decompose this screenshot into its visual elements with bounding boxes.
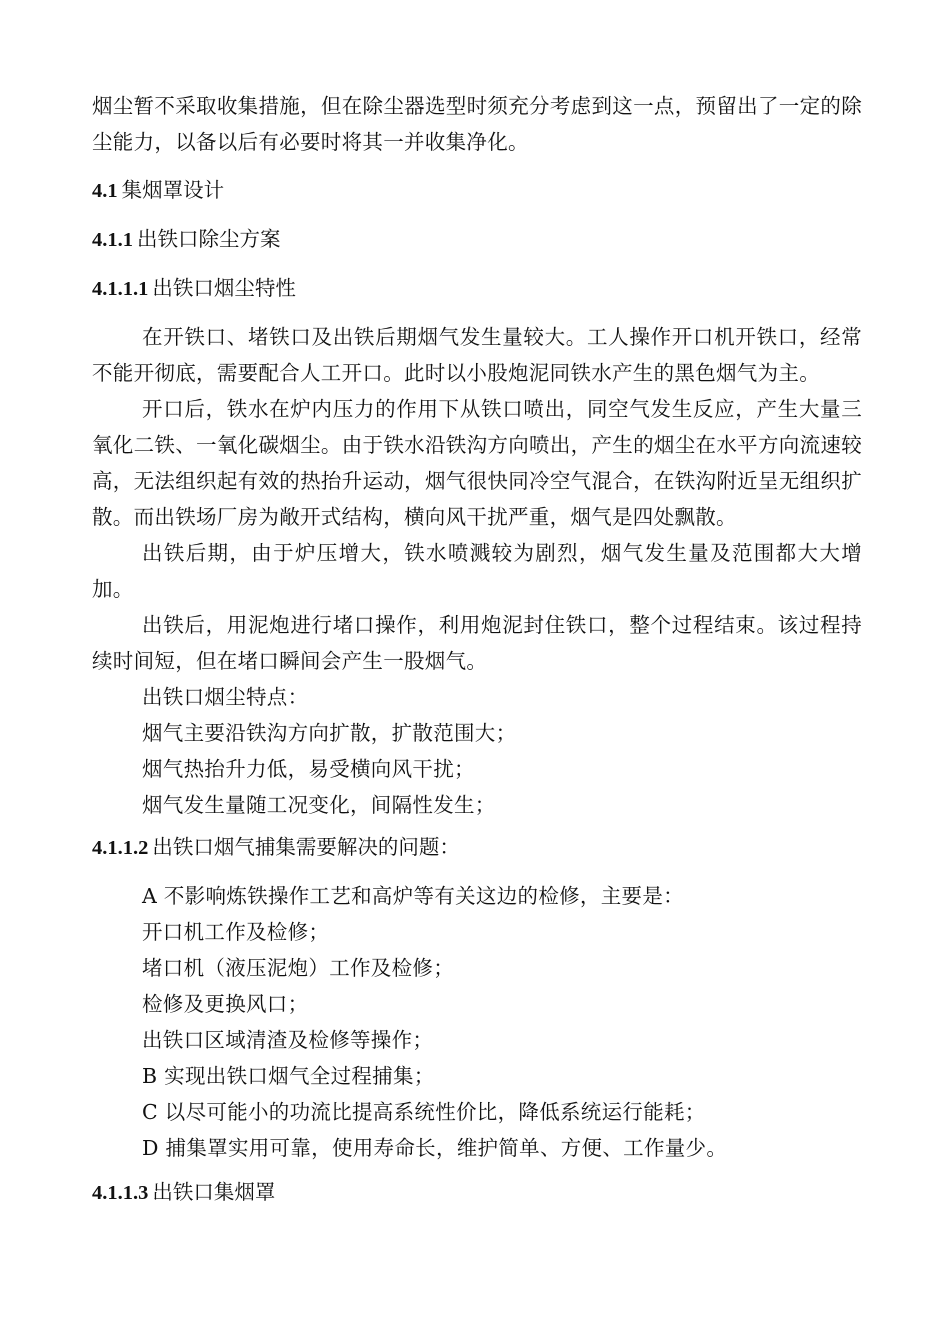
section-title: 出铁口烟尘特性 <box>152 276 296 300</box>
paragraph-tapping-start: 在开铁口、堵铁口及出铁后期烟气发生量较大。工人操作开口机开铁口，经常不能开彻底，需要配合人工开口。此时以小股炮泥同铁水产生的黑色烟气为主。 <box>92 325 862 385</box>
document-page <box>92 88 862 1211</box>
section-number: 4.1.1.3 <box>92 1182 149 1204</box>
section-number: 4.1.1.1 <box>92 278 149 300</box>
section-number: 4.1.1 <box>92 229 133 251</box>
section-heading-4-1-1 <box>92 221 862 258</box>
section-title: 出铁口集烟罩 <box>152 1180 276 1204</box>
list-item: C 以尽可能小的功流比提高系统性价比，降低系统运行能耗； <box>142 1100 706 1124</box>
section-title: 出铁口烟气捕集需要解决的问题： <box>152 835 460 859</box>
list-item: A 不影响炼铁操作工艺和高炉等有关这边的检修，主要是： <box>142 884 684 908</box>
list-item: B 实现出铁口烟气全过程捕集； <box>142 1064 435 1088</box>
section-number: 4.1 <box>92 180 118 202</box>
section-heading-4-1-1-1 <box>92 270 862 307</box>
paragraph-after-tapping: 出铁后，用泥炮进行堵口操作，利用炮泥封住铁口，整个过程结束。该过程持续时间短，但在堵口瞬间会产生一股烟气。 <box>92 613 862 673</box>
list-item: 堵口机（液压泥炮）工作及检修； <box>142 956 454 980</box>
list-item: 烟气发生量随工况变化，间隔性发生； <box>142 793 496 817</box>
list-item: 烟气主要沿铁沟方向扩散，扩散范围大； <box>142 721 517 745</box>
section-title: 集烟罩设计 <box>121 178 225 202</box>
section-heading-4-1-1-3 <box>92 1174 862 1211</box>
section-number: 4.1.1.2 <box>92 837 149 859</box>
section-heading-4-1 <box>92 172 862 209</box>
section-heading-4-1-1-2 <box>92 829 862 866</box>
list-item: D 捕集罩实用可靠，使用寿命长，维护简单、方便、工作量少。 <box>142 1136 728 1160</box>
list-item: 出铁口烟尘特点： <box>142 685 309 709</box>
list-item: 开口机工作及检修； <box>142 920 330 944</box>
section-title: 出铁口除尘方案 <box>137 227 281 251</box>
paragraph-late-tapping: 出铁后期，由于炉压增大，铁水喷溅较为剧烈，烟气发生量及范围都大大增加。 <box>92 541 862 601</box>
list-item: 检修及更换风口； <box>142 992 309 1016</box>
paragraph-after-opening: 开口后，铁水在炉内压力的作用下从铁口喷出，同空气发生反应，产生大量三氧化二铁、一氧化碳烟尘。由于铁水沿铁沟方向喷出，产生的烟尘在水平方向流速较高，无法组织起有效的热抬升运动，烟气很快同冷空气混合，在铁沟附近呈无组织扩散。而出铁场厂房为敞开式结构，横向风干扰严重，烟气是四处飘散。 <box>92 397 862 529</box>
list-item: 出铁口区域清渣及检修等操作； <box>142 1028 434 1052</box>
paragraph-intro: 烟尘暂不采取收集措施，但在除尘器选型时须充分考虑到这一点，预留出了一定的除尘能力，以备以后有必要时将其一并收集净化。 <box>92 94 862 154</box>
list-item: 烟气热抬升力低，易受横向风干扰； <box>142 757 475 781</box>
